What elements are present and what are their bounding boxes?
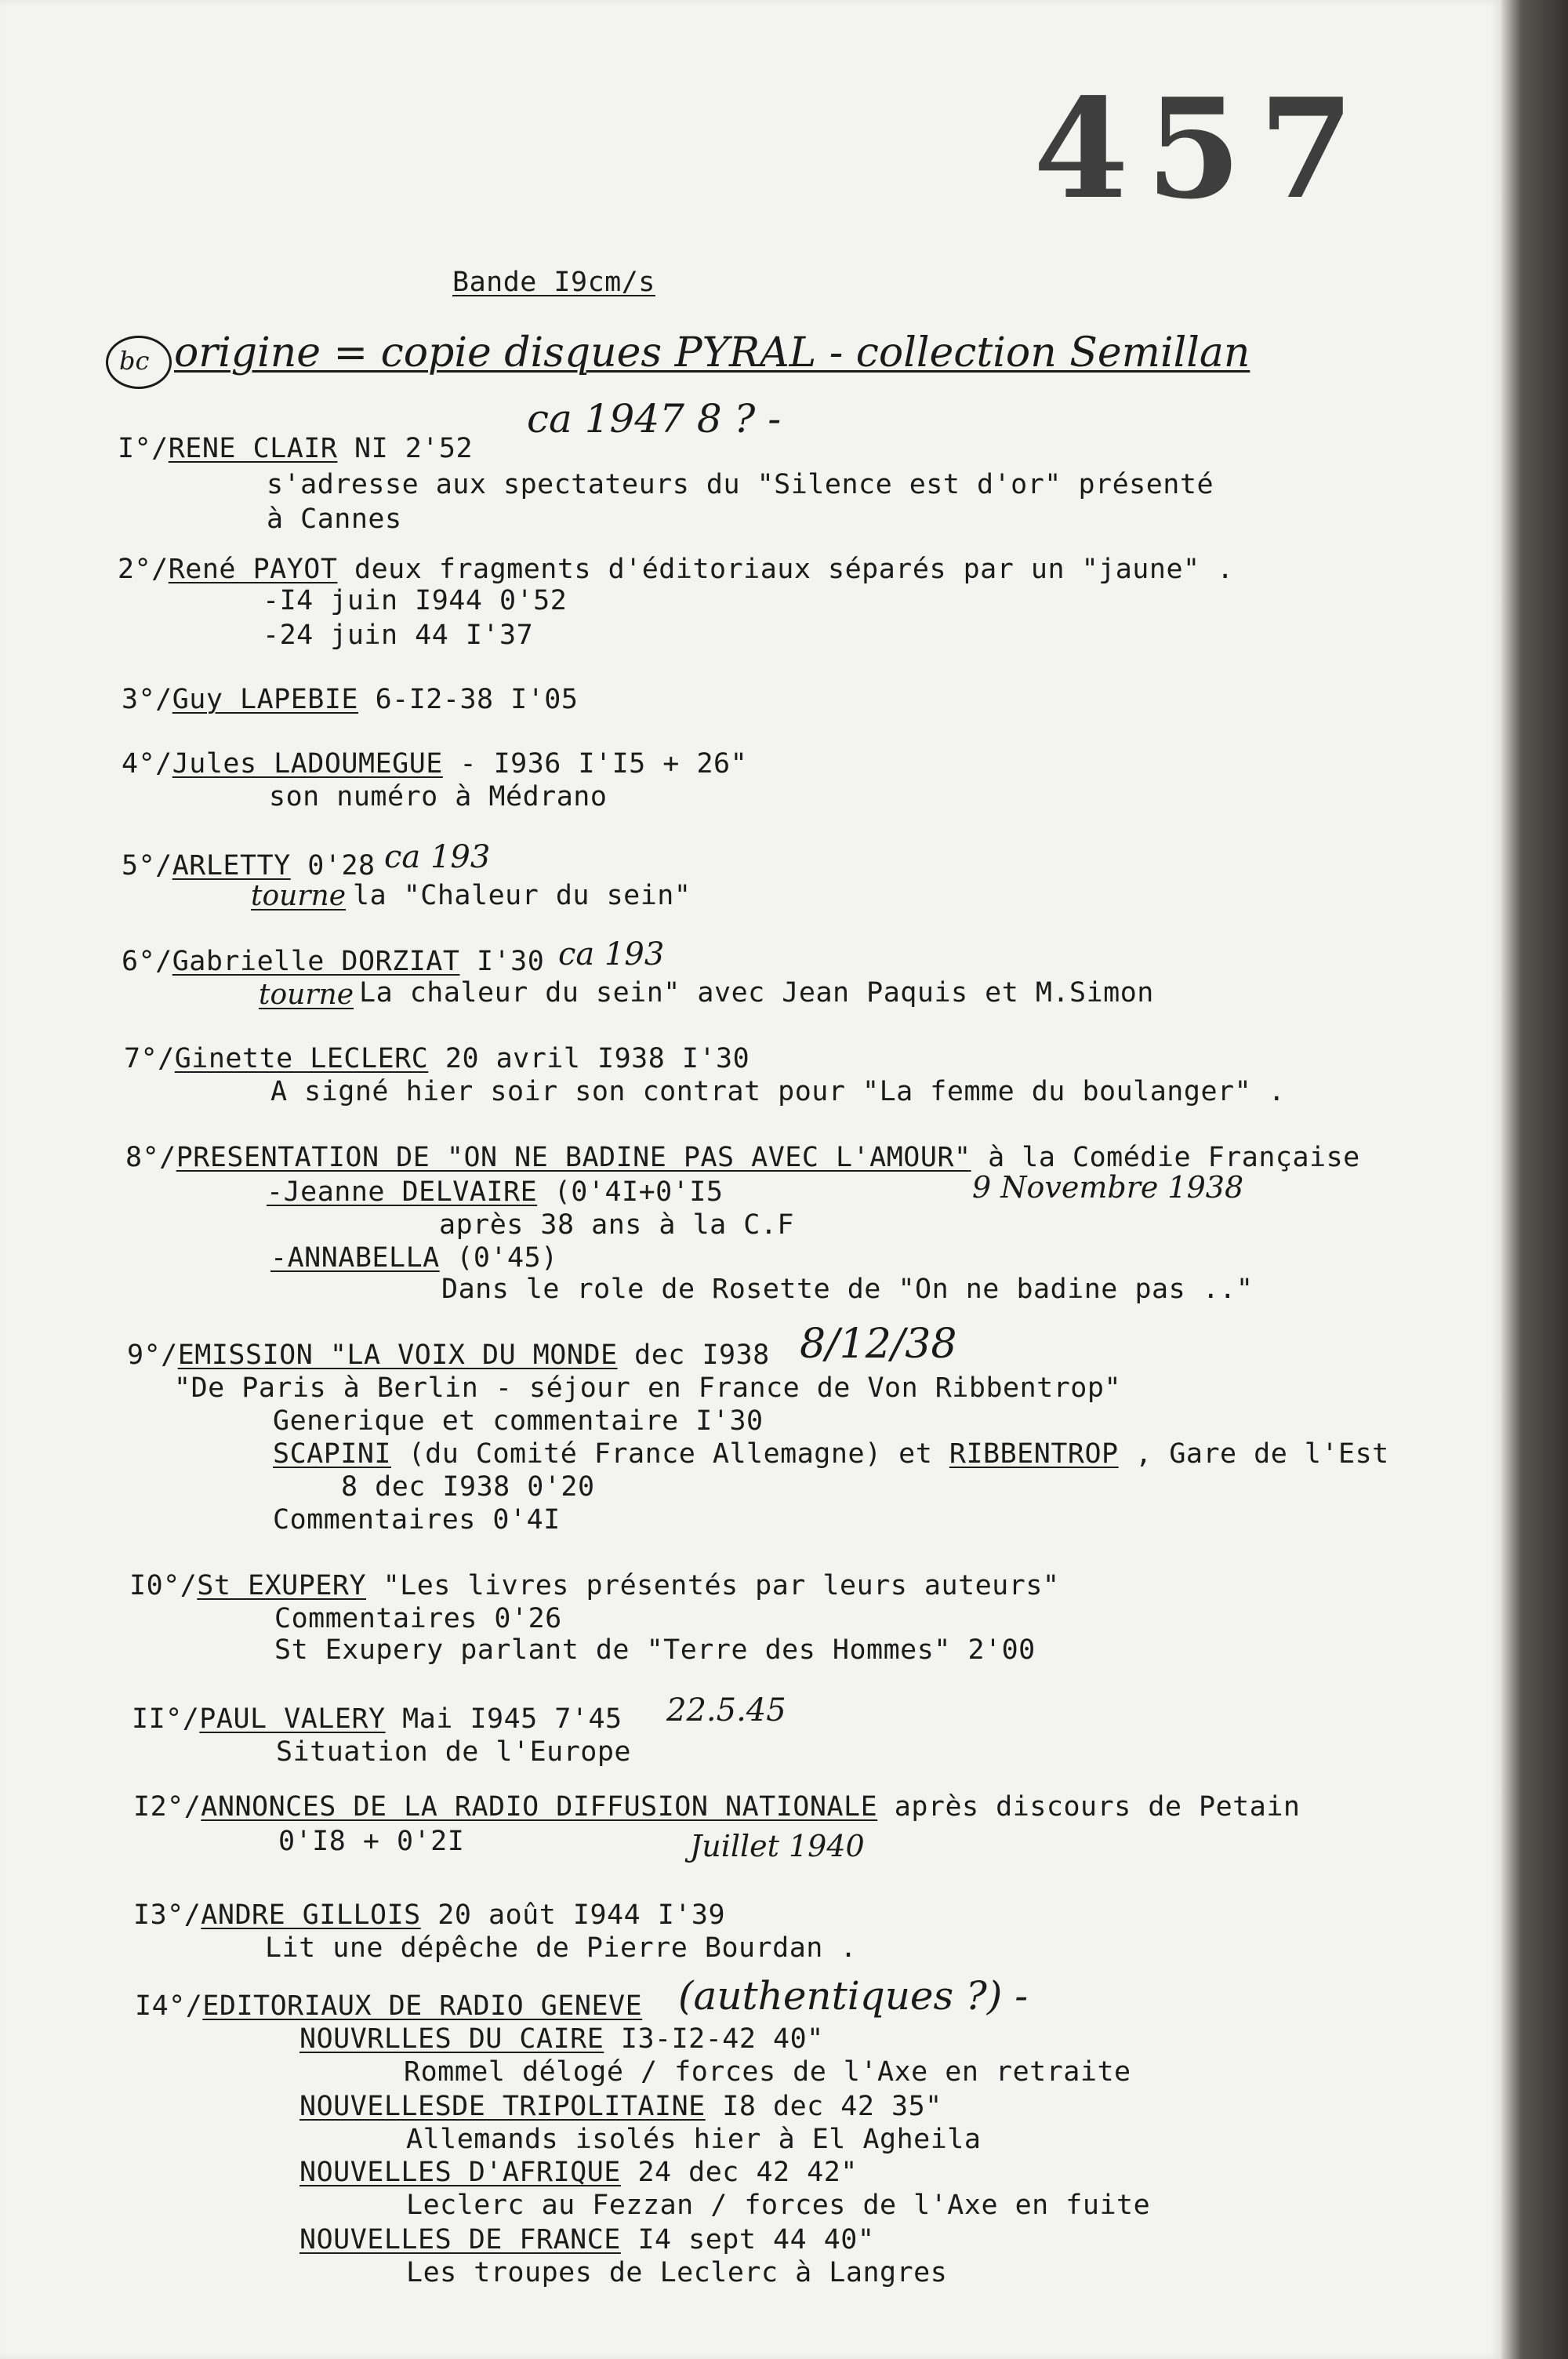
entry-9-header: 9°/EMISSION "LA VOIX DU MONDE dec I938 bbox=[127, 1339, 770, 1371]
entry-12-name: ANNONCES DE LA RADIO DIFFUSION NATIONALE bbox=[201, 1791, 878, 1823]
entry-14-item-1-title: NOUVRLLES DU CAIRE bbox=[299, 2023, 604, 2055]
entry-8-sub-1-name: -Jeanne DELVAIRE bbox=[267, 1176, 538, 1208]
origin-note: origine = copie disques PYRAL - collection Semillan bbox=[174, 329, 1250, 376]
entry-1-line-1: s'adresse aux spectateurs du "Silence est d'or" présenté bbox=[267, 469, 1214, 500]
entry-8-sub-1-header: -Jeanne DELVAIRE (0'4I+0'I5 bbox=[267, 1176, 724, 1208]
entry-10-line-1: Commentaires 0'26 bbox=[274, 1603, 562, 1634]
entry-14-item-4-desc: Les troupes de Leclerc à Langres bbox=[406, 2257, 948, 2288]
entry-4-name: Jules LADOUMEGUE bbox=[172, 748, 443, 780]
entry-11-handnote: 22.5.45 bbox=[666, 1692, 786, 1728]
entry-8-name: PRESENTATION DE "ON NE BADINE PAS AVEC L'AMOUR" bbox=[176, 1142, 971, 1173]
entry-5-handnote: ca 193 bbox=[384, 839, 491, 875]
entry-8-sub-1-line: après 38 ans à la C.F bbox=[439, 1209, 795, 1241]
entry-14-name: EDITORIAUX DE RADIO GENEVE bbox=[202, 1990, 643, 2022]
entry-4-line-1: son numéro à Médrano bbox=[269, 781, 608, 812]
entry-1-header: I°/RENE CLAIR NI 2'52 bbox=[118, 433, 474, 464]
entry-9-ribbentrop: RIBBENTROP bbox=[949, 1438, 1119, 1470]
entry-12-handnote: Juillet 1940 bbox=[690, 1829, 865, 1863]
entry-8-handnote: 9 Novembre 1938 bbox=[972, 1170, 1244, 1205]
page-number-stamp: 457 bbox=[1033, 69, 1372, 230]
entry-6-handnote: ca 193 bbox=[558, 936, 665, 972]
page-edge-shadow bbox=[1501, 0, 1568, 2359]
entry-3-header: 3°/Guy LAPEBIE 6-I2-38 I'05 bbox=[122, 684, 579, 715]
entry-13-header: I3°/ANDRE GILLOIS 20 août I944 I'39 bbox=[133, 1899, 726, 1931]
entry-14-handnote: (authentiques ?) - bbox=[678, 1973, 1029, 2019]
entry-14-item-3-title: NOUVELLES D'AFRIQUE bbox=[299, 2157, 621, 2188]
entry-11-line-1: Situation de l'Europe bbox=[276, 1736, 632, 1768]
entry-2-line-2: -24 juin 44 I'37 bbox=[263, 620, 534, 651]
entry-14-item-4: NOUVELLES DE FRANCE I4 sept 44 40" bbox=[299, 2224, 875, 2255]
entry-10-header: I0°/St EXUPERY "Les livres présentés par leurs auteurs" bbox=[129, 1570, 1060, 1601]
entry-7-line-1: A signé hier soir son contrat pour "La femme du boulanger" . bbox=[270, 1076, 1286, 1107]
entry-9-line-4: Commentaires 0'4I bbox=[273, 1504, 561, 1536]
entry-14-item-2: NOUVELLESDE TRIPOLITAINE I8 dec 42 35" bbox=[299, 2091, 942, 2122]
entry-8-sub-2-name: -ANNABELLA bbox=[270, 1242, 440, 1274]
entry-14-item-3: NOUVELLES D'AFRIQUE 24 dec 42 42" bbox=[299, 2157, 858, 2188]
entry-10-name: St EXUPERY bbox=[197, 1570, 367, 1601]
entry-13-name: ANDRE GILLOIS bbox=[201, 1899, 421, 1931]
entry-12-header: I2°/ANNONCES DE LA RADIO DIFFUSION NATIONALE après discours de Petain bbox=[133, 1791, 1301, 1823]
entry-12-line-1: 0'I8 + 0'2I bbox=[278, 1826, 465, 1857]
entry-8-header: 8°/PRESENTATION DE "ON NE BADINE PAS AVEC L'AMOUR" à la Comédie Française bbox=[125, 1142, 1360, 1173]
entry-9-handnote: 8/12/38 bbox=[800, 1321, 957, 1368]
entry-1-name: RENE CLAIR bbox=[168, 433, 338, 464]
entry-14-item-1-desc: Rommel délogé / forces de l'Axe en retraite bbox=[404, 2056, 1131, 2088]
entry-9-name: EMISSION "LA VOIX DU MONDE bbox=[177, 1339, 618, 1371]
entry-13-line-1: Lit une dépêche de Pierre Bourdan . bbox=[265, 1932, 858, 1964]
entry-11-header: II°/PAUL VALERY Mai I945 7'45 bbox=[132, 1703, 622, 1735]
entry-2-header: 2°/René PAYOT deux fragments d'éditoriaux séparés par un "jaune" . bbox=[118, 554, 1234, 585]
entry-10-line-2: St Exupery parlant de "Terre des Hommes" 2'00 bbox=[274, 1634, 1036, 1666]
entry-14-item-1: NOUVRLLES DU CAIRE I3-I2-42 40" bbox=[299, 2023, 824, 2055]
entry-6-header: 6°/Gabrielle DORZIAT I'30 bbox=[122, 946, 545, 977]
entry-9-line-3: 8 dec I938 0'20 bbox=[341, 1471, 595, 1503]
entry-14-item-4-title: NOUVELLES DE FRANCE bbox=[299, 2224, 621, 2255]
entry-5-header: 5°/ARLETTY 0'28 bbox=[122, 850, 376, 881]
entry-8-sub-2-header: -ANNABELLA (0'45) bbox=[270, 1242, 558, 1274]
entry-9-scapini: SCAPINI bbox=[273, 1438, 392, 1470]
entry-14-item-2-title: NOUVELLESDE TRIPOLITAINE bbox=[299, 2091, 706, 2122]
entry-1-line-2: à Cannes bbox=[267, 503, 402, 535]
entry-6-line-handnote: tourne bbox=[259, 979, 354, 1011]
entry-14-item-3-desc: Leclerc au Fezzan / forces de l'Axe en fuite bbox=[406, 2190, 1151, 2221]
entry-8-sub-2-line: Dans le role de Rosette de "On ne badine pas .." bbox=[441, 1274, 1254, 1305]
entry-5-line-handnote: tourne bbox=[251, 880, 347, 912]
entry-5-line-1: la "Chaleur du sein" bbox=[353, 880, 691, 911]
entry-5-name: ARLETTY bbox=[172, 850, 291, 881]
entry-6-name: Gabrielle DORZIAT bbox=[172, 946, 460, 977]
entry-4-header: 4°/Jules LADOUMEGUE - I936 I'I5 + 26" bbox=[122, 748, 748, 780]
entry-14-item-2-desc: Allemands isolés hier à El Agheila bbox=[406, 2124, 982, 2155]
entry-9-scapini-line: SCAPINI (du Comité France Allemagne) et RIBBENTROP , Gare de l'Est bbox=[273, 1438, 1389, 1470]
entry-6-line-1: La chaleur du sein" avec Jean Paquis et M.Simon bbox=[359, 977, 1154, 1009]
entry-2-name: René PAYOT bbox=[168, 554, 338, 585]
entry-2-line-1: -I4 juin I944 0'52 bbox=[263, 585, 568, 616]
entry-1-handnote: ca 1947 8 ? - bbox=[527, 396, 782, 442]
entry-14-header: I4°/EDITORIAUX DE RADIO GENEVE bbox=[135, 1990, 643, 2022]
entry-9-line-2: Generique et commentaire I'30 bbox=[273, 1405, 764, 1437]
entry-3-name: Guy LAPEBIE bbox=[172, 684, 359, 715]
entry-7-header: 7°/Ginette LECLERC 20 avril I938 I'30 bbox=[124, 1043, 750, 1074]
tape-heading: Bande I9cm/s bbox=[452, 267, 655, 298]
entry-11-name: PAUL VALERY bbox=[199, 1703, 386, 1735]
circled-mark: bc bbox=[106, 336, 172, 389]
entry-9-line-1: "De Paris à Berlin - séjour en France de Von Ribbentrop" bbox=[174, 1372, 1122, 1404]
entry-7-name: Ginette LECLERC bbox=[174, 1043, 429, 1074]
